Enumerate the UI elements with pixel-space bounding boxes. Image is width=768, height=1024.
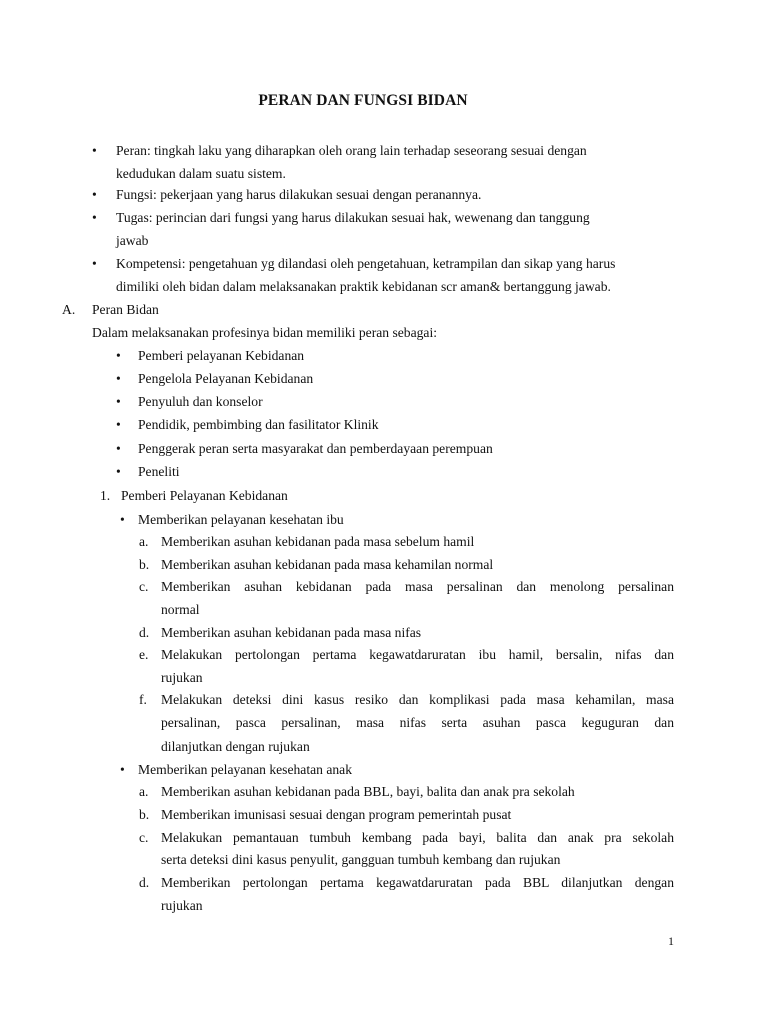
bullet-marker: • xyxy=(92,187,97,202)
bullet-marker: • xyxy=(120,762,125,777)
bullet-marker: • xyxy=(92,256,97,271)
definition-peran-line-2: kedudukan dalam suatu sistem. xyxy=(116,166,286,181)
definition-tugas-line-1: Tugas: perincian dari fungsi yang harus dilakukan sesuai hak, wewenang dan tanggung xyxy=(116,210,590,225)
role-item: Penyuluh dan konselor xyxy=(138,394,263,409)
subsection-1-heading: Pemberi Pelayanan Kebidanan xyxy=(121,488,288,503)
bullet-marker: • xyxy=(116,441,121,456)
group-anak-heading: Memberikan pelayanan kesehatan anak xyxy=(138,762,353,777)
bullet-marker: • xyxy=(120,512,125,527)
item-line: rujukan xyxy=(161,898,203,913)
item-line: Melakukan pertolongan pertama kegawatdaruratan ibu hamil, bersalin, nifas dan xyxy=(161,647,674,662)
item-line: Memberikan pertolongan pertama kegawatdaruratan pada BBL dilanjutkan dengan xyxy=(161,875,674,890)
item-line: Memberikan asuhan kebidanan pada masa persalinan dan menolong persalinan xyxy=(161,579,674,594)
item-marker: d. xyxy=(139,875,150,890)
section-a-intro: Dalam melaksanakan profesinya bidan memiliki peran sebagai: xyxy=(92,325,438,340)
item-line: rujukan xyxy=(161,670,203,685)
role-item: Pemberi pelayanan Kebidanan xyxy=(138,348,305,363)
definition-kompetensi-line-1: Kompetensi: pengetahuan yg dilandasi oleh pengetahuan, ketrampilan dan sikap yang harus xyxy=(116,256,616,271)
item-marker: a. xyxy=(139,534,149,549)
item-line: normal xyxy=(161,602,200,617)
role-item: Penggerak peran serta masyarakat dan pemberdayaan perempuan xyxy=(138,441,493,456)
item-marker: e. xyxy=(139,647,149,662)
item-marker: b. xyxy=(139,807,150,822)
section-a-marker: A. xyxy=(62,302,76,317)
item-line: Memberikan asuhan kebidanan pada masa kehamilan normal xyxy=(161,557,494,572)
item-line: Melakukan deteksi dini kasus resiko dan komplikasi pada masa kehamilan, masa xyxy=(161,692,674,707)
role-item: Pendidik, pembimbing dan fasilitator Klinik xyxy=(138,417,379,432)
item-marker: c. xyxy=(139,579,149,594)
bullet-marker: • xyxy=(116,417,121,432)
bullet-marker: • xyxy=(116,348,121,363)
subsection-1-marker: 1. xyxy=(100,488,111,503)
item-marker: b. xyxy=(139,557,150,572)
definition-tugas-line-2: jawab xyxy=(116,233,149,248)
page-title: PERAN DAN FUNGSI BIDAN xyxy=(258,92,468,109)
bullet-marker: • xyxy=(116,464,121,479)
item-marker: d. xyxy=(139,625,150,640)
item-line: serta deteksi dini kasus penyulit, gangguan tumbuh kembang dan rujukan xyxy=(161,852,561,867)
role-item: Pengelola Pelayanan Kebidanan xyxy=(138,371,314,386)
definition-kompetensi-line-2: dimiliki oleh bidan dalam melaksanakan praktik kebidanan scr aman& bertanggung jawab. xyxy=(116,279,611,294)
bullet-marker: • xyxy=(116,394,121,409)
item-line: Melakukan pemantauan tumbuh kembang pada bayi, balita dan anak pra sekolah xyxy=(161,830,674,845)
item-line: persalinan, pasca persalinan, masa nifas serta asuhan pasca keguguran dan xyxy=(161,715,674,730)
item-line: Memberikan asuhan kebidanan pada masa nifas xyxy=(161,625,422,640)
bullet-marker: • xyxy=(92,210,97,225)
definition-fungsi-line-1: Fungsi: pekerjaan yang harus dilakukan sesuai dengan peranannya. xyxy=(116,187,482,202)
definition-peran-line-1: Peran: tingkah laku yang diharapkan oleh orang lain terhadap seseorang sesuai dengan xyxy=(116,143,587,158)
item-marker: c. xyxy=(139,830,149,845)
section-a-heading: Peran Bidan xyxy=(92,302,159,317)
page-number: 1 xyxy=(668,934,674,948)
item-marker: f. xyxy=(139,692,147,707)
item-marker: a. xyxy=(139,784,149,799)
item-line: Memberikan asuhan kebidanan pada BBL, bayi, balita dan anak pra sekolah xyxy=(161,784,575,799)
role-item: Peneliti xyxy=(138,464,180,479)
bullet-marker: • xyxy=(116,371,121,386)
group-ibu-heading: Memberikan pelayanan kesehatan ibu xyxy=(138,512,344,527)
item-line: Memberikan asuhan kebidanan pada masa sebelum hamil xyxy=(161,534,475,549)
bullet-marker: • xyxy=(92,143,97,158)
item-line: Memberikan imunisasi sesuai dengan program pemerintah pusat xyxy=(161,807,512,822)
item-line: dilanjutkan dengan rujukan xyxy=(161,739,310,754)
